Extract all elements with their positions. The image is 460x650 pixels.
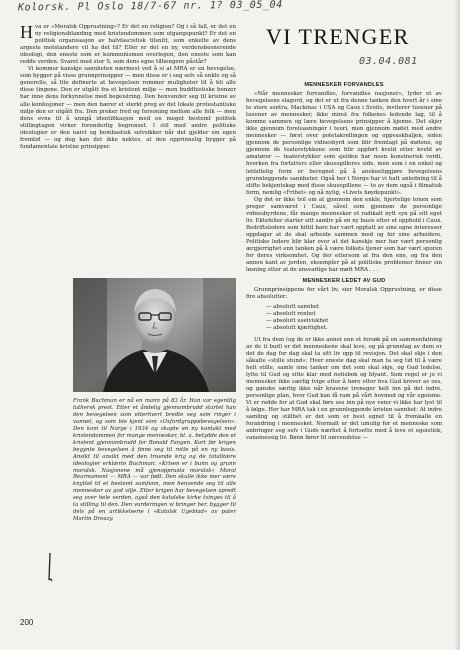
page-number: 200: [20, 618, 34, 627]
photo-caption: [73, 398, 236, 523]
page-edge-shadow: [454, 0, 460, 650]
body-paragraph: Vi kommer kanskje sannheten nærmest ved å si at MRA er en bevegelse, som bygger på visse grunnprinsipper — men disse er i seg selv så enkle og så generelle, så lite definerte at bevegelsen rommer muligheter til å bli alle disse tingene. Den er utgått fra et kristent miljø — men buddhistiske bonzer har inne dens forkynnelse med begeistring. Den henvender seg til kristne av alle konfesjoner — men den bærer et sterkt preg av det lokale protestantiske miljø den er utgått fra. Den preker fred og forsoning mellom alle folk — men dens evne til å unngå identifikasjon med en meget bestemt politisk stillingtagen virker forunderlig begrenset. I stil med andre politiske ideologier er den naivt og bombastisk selvsikker når det gjelder sin egen fremtid — og dog kan det ikke nektes, at den opprinnelig bygger på fundamentale kristne prinsipper.: [20, 66, 236, 150]
right-column: [246, 78, 442, 442]
absolutes-list: [266, 304, 442, 332]
caption-text: Frank Buchman er nå en mann på 83 år. Han var egentlig luthersk prest. Etter et åndelig gjennombrudd startet han den bevegelsen som etterhvert bredte seg som ringer i vannet, og som ble kjent som «Oxfordgruppebevegelsen». Den kom til Norge i 1934 og skapte en ny kontakt med kristendommen for mange mennesker, bl. a. betydde den et kristent gjennombrudd for Ronald Fangen. Kort før krigen begynte bevegelsen å finne seg til rette på en ny basis. Ansikt til ansikt med den truende krig og de totalitære ideologier erklærte Buchman: «Krisen er i bunn og grunn moralsk. Nasjonene må gjenopprusta moralsk» Moral Rearmament — MRA — var født. Den skulle ikke mer være knyttet til et bestemt samfunn, men henvende seg til alle mennesker av god vilje. Etter krigen har bevegelsen spredt seg over hele verden, også den katolske kirke tvinges til å ta stilling til den. Den vurderingen vi bringer her, bygger til dels på en artikkelserie i «Katolsk Ugeblad» av pater Martin Drouzy.: [73, 398, 236, 523]
list-item: — absolutt kjærlighet.: [266, 325, 328, 332]
portrait-image: [73, 278, 236, 392]
dropcap: H: [20, 22, 33, 42]
body-paragraph: Og det er ikke tvil om at gjennom den enkle, hjertelige tonen som preger samværet i Caux, såvel som gjennom de personlige vidnesbyrdene, får mange mennesker et radikalt nytt syn på sitt eget liv. Ektefeller starter sitt samliv på en ny basis etter et opphold i Caux. Bedriftsledere som hittil bare har vært opptatt av sine egne interesser oppdager at de skal arbeide sammen med og for sine arbeidere. Politiske ledere blir klar over at det kanskje mer har vært personlig ærgjerrighet enn tanken på å være folkets tjener som har vært sporen for deres virksomhet. Og der ettersom at fra den ene, og fra den annen kant av jorden, eksempler på at politiske problemer finner sin løsning etter at de ansvarlige har møtt MRA . . .: [246, 196, 442, 274]
list-item: — absolutt renhet: [266, 311, 316, 318]
body-paragraph: Ut fra dem (og de er ikke annet enn et forsøk på en sammenfatning av de ti bud) er det menneskene skal leve, og på grunnlag av dem er det de dag for dag skal ta sitt liv opp til revisjon. Det skal skje i den såkalte «stille stund»: Hver eneste dag skal man ta seg tid til å være helt stille, samle sine tanker om det som skal skje, og Gud ledelse, lytte til Gud og sitte klar med notisbok og blyant. Som regel er jo vi mennesker ikke særlig tvige etter å høre etter hva Gud krever av oss, og ganske særlig ikke når kravene treneger helt inn på det indre, personlige plan, hvor Gud kan få ram på vårt hovmod og vår egoisme. Vi er redde for at Gud skal føre oss inn på nye veier vi ikke har lyst til å følge. Her har MRA tak i en grunnleggende kristen sannhet: At indre samling og stillhet er det som er best egnet til å fremkalle en forandring i mennesket. Normalt er det umulig for et menneske som anbringer seg selv i Guds nærhet å fortsette med å leve et egoistisk, vanemessig liv. Bønn fører til omvendelse —: [246, 336, 442, 442]
portrait-photo: [73, 278, 236, 392]
list-item: — absolutt sannhet: [266, 304, 320, 311]
body-paragraph: «Når mennesker forvandles, forvandles nasjoner», lyder et av bevegelsens slagord, og det er ut fra denne tanken den hvert år i sine to store sentra, Mackinac i USA og Caux i Sveits, inviterer tusener på tusener av mennesker, ikke minst fra folkenes ledende lag, til å komme sammen og lære bevegelsens prinsipper å kjenne. Det skjer ikke gjennom foreleasninger i teori, men gjennom møtet med andre mennesker — først over potetakrellingen og oppvaskbaljen, siden gjennom de personlige vidnesbyrd som blir fremlagt på møtene, og gjennom de teaterstykkene som blir oppført kveld etter kveld av amatører — teaterstykker som sjelden har noen kunstnerisk verdi, hverken fra forfatters eller skuespilleres side, men som i en enkel og letfattelig form er beregnet på å anskueliggjøre bevegelsens grunnleggende sannheter. Også her i Norge har vi hatt anledning til å stifte bekjentskap med disse skuespillene — to av dem også i filmatisk form, nemlig «Frihet» og nå nylig, «Livets høydepunkt».: [246, 91, 442, 196]
left-column: [20, 24, 236, 151]
handwritten-archive-note: Kolorsk. Pl Oslo 18/7-67 nr. 1? 03_05_04: [17, 0, 283, 14]
article-headline: VI TRENGER: [266, 24, 410, 49]
section-heading: MENNESKER FORVANDLES: [304, 82, 384, 88]
body-paragraph: Grunnprinsippene for vårt liv, sier Moralsk Opprustning, er disse fire absolutter:: [246, 287, 442, 301]
intro-paragraph: Hva er «Moralsk Opprustning»? Er det en religion? Og i så fall, er det en ny religionsblanding med kristendommen som utgangspunkt? Er det en politisk organisasjon av halvfascistisk tilsnitt, som enkelte av dens argeste motstandere vil ha det til? Eller er det en ny, verdensbesnerende ideologi, den eneste som er kommunismen overlegen, den eneste som kan redde verden. Svaret med stor S, som dens egne tilhengere påstår?: [20, 22, 236, 66]
list-item: — absolutt uselviskhet: [266, 318, 329, 325]
handwritten-date: 03.04.081: [359, 56, 418, 67]
section-heading: MENNESKER LEDET AV GUD: [302, 278, 386, 285]
margin-mark: [46, 552, 53, 582]
